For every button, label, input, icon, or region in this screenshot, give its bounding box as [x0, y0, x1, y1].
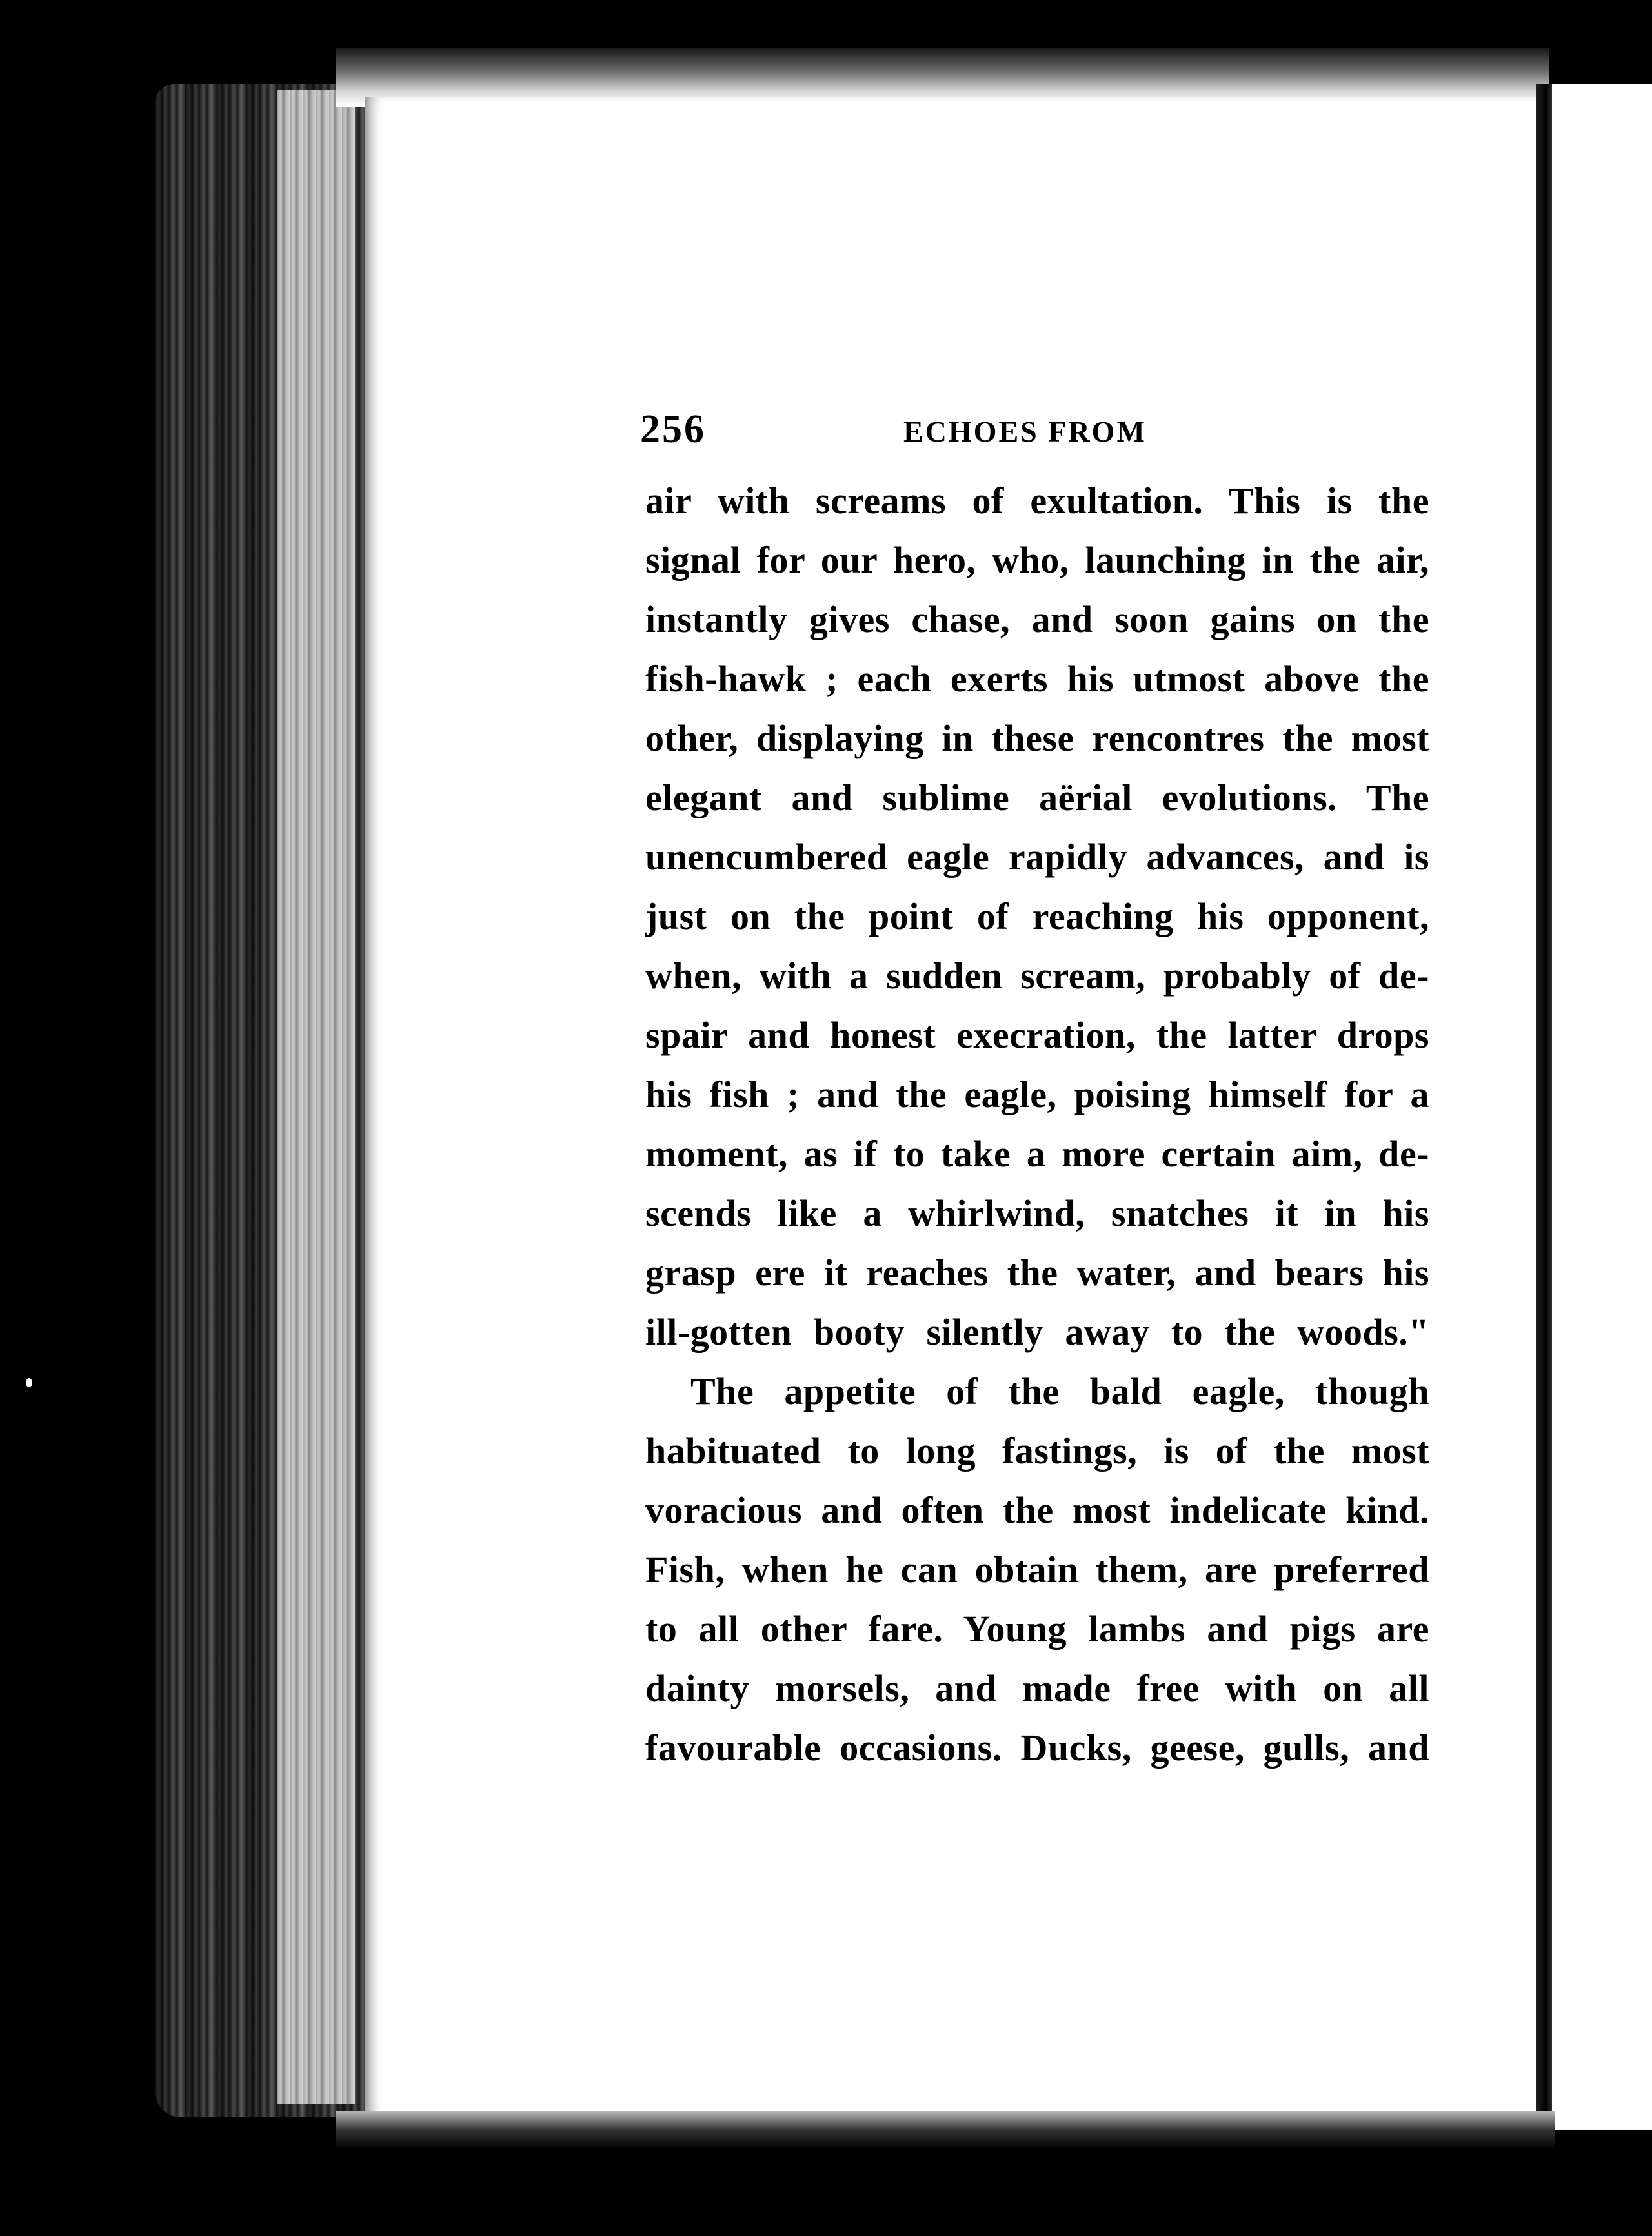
text-line: The appetite of the bald eagle, though [690, 1370, 1429, 1412]
running-head [640, 400, 1429, 471]
text-line: signal for our hero, who, launching in the air, [645, 539, 1429, 581]
text-line: voracious and often the most indelicate kind. [645, 1489, 1429, 1531]
gutter-shadow [1536, 84, 1553, 2130]
paragraph-1 [645, 471, 1429, 1362]
paragraph-2 [645, 1362, 1429, 1778]
text-line: to all other fare. Young lambs and pigs are [645, 1608, 1429, 1650]
text-line: other, displaying in these rencontres the most [645, 717, 1429, 759]
text-line: when, with a sudden scream, probably of de- [645, 955, 1429, 997]
text-line: elegant and sublime aërial evolutions. The [645, 777, 1429, 818]
text-line: favourable occasions. Ducks, geese, gulls, and [645, 1727, 1429, 1769]
bottom-page-edge [336, 2111, 1555, 2150]
text-line: scends like a whirlwind, snatches it in his [645, 1192, 1429, 1234]
text-line: instantly gives chase, and soon gains on the [645, 598, 1429, 640]
text-line: air with screams of exultation. This is the [645, 480, 1429, 522]
text-line: grasp ere it reaches the water, and bears his [645, 1252, 1429, 1294]
text-line: spair and honest execration, the latter drops [645, 1014, 1429, 1056]
text-line: dainty morsels, and made free with on all [645, 1667, 1429, 1709]
text-line: unencumbered eagle rapidly advances, and is [645, 836, 1429, 878]
page-edges [277, 90, 355, 2104]
text-line: fish-hawk ; each exerts his utmost above the [645, 658, 1429, 700]
text-line: habituated to long fastings, is of the most [645, 1430, 1429, 1472]
text-block [640, 400, 1429, 1778]
text-line: moment, as if to take a more certain aim, de- [645, 1133, 1429, 1175]
running-title: ECHOES FROM [903, 415, 1147, 448]
scan-speck [26, 1378, 32, 1387]
text-line: just on the point of reaching his opponent, [645, 895, 1429, 937]
text-line: ill-gotten booty silently away to the woods." [645, 1311, 1429, 1353]
page-number: 256 [640, 407, 706, 451]
text-line: Fish, when he can obtain them, are preferred [645, 1549, 1429, 1591]
facing-page-edge [1552, 84, 1652, 2130]
text-line: his fish ; and the eagle, poising himself for a [645, 1073, 1429, 1115]
